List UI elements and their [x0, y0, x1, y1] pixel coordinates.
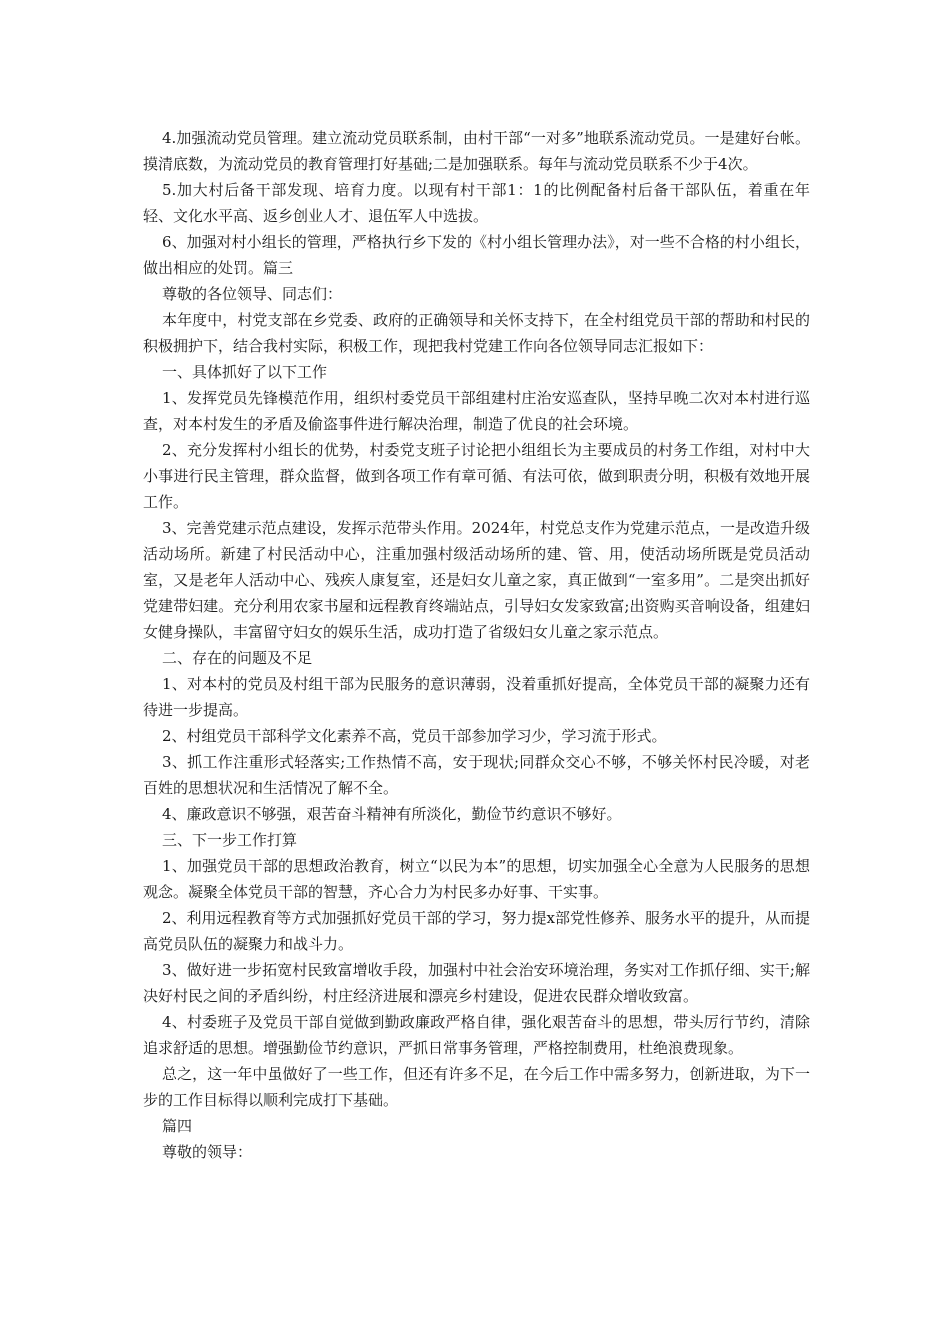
paragraph: 3、完善党建示范点建设，发挥示范带头作用。2024年，村党总支作为党建示范点，一是改造升级活动场所。新建了村民活动中心，注重加强村级活动场所的建、管、用，使活动场所既是党员活动室，又是老年人活动中心、残疾人康复室，还是妇女儿童之家，真正做到“一室多用”。二是突出抓好党建带妇建。充分利用农家书屋和远程教育终端站点，引导妇女发家致富;出资购买音响设备，组建妇女健身操队，丰富留守妇女的娱乐生活，成功打造了省级妇女儿童之家示范点。 — [143, 519, 810, 641]
paragraph: 4、村委班子及党员干部自觉做到勤政廉政严格自律，强化艰苦奋斗的思想，带头厉行节约，清除追求舒适的思想。增强勤俭节约意识，严抓日常事务管理，严格控制费用，杜绝浪费现象。 — [143, 1013, 810, 1057]
section-heading: 一、具体抓好了以下工作 — [162, 363, 328, 381]
paragraph: 1、对本村的党员及村组干部为民服务的意识薄弱，没着重抓好提高，全体党员干部的凝聚力还有待进一步提高。 — [143, 675, 810, 719]
paragraph: 4、廉政意识不够强，艰苦奋斗精神有所淡化，勤俭节约意识不够好。 — [162, 805, 622, 823]
salutation: 尊敬的领导： — [162, 1143, 253, 1161]
paragraph: 2、利用远程教育等方式加强抓好党员干部的学习，努力提x部党性修养、服务水平的提升，从而提高党员队伍的凝聚力和战斗力。 — [143, 909, 811, 953]
paragraph: 3、抓工作注重形式轻落实;工作热情不高，安于现状;同群众交心不够，不够关怀村民冷暖，对老百姓的思想状况和生活情况了解不全。 — [143, 753, 810, 797]
paragraph: 本年度中，村党支部在乡党委、政府的正确领导和关怀支持下，在全村组党员干部的帮助和村民的积极拥护下，结合我村实际，积极工作，现把我村党建工作向各位领导同志汇报如下： — [143, 311, 810, 355]
paragraph: 1、发挥党员先锋模范作用，组织村委党员干部组建村庄治安巡查队，坚持早晚二次对本村进行巡查，对本村发生的矛盾及偷盗事件进行解决治理，制造了优良的社会环境。 — [143, 389, 810, 433]
paragraph: 2、村组党员干部科学文化素养不高，党员干部参加学习少，学习流于形式。 — [162, 727, 667, 745]
section-heading: 三、下一步工作打算 — [162, 831, 298, 849]
section-heading: 篇四 — [162, 1117, 193, 1135]
section-heading: 二、存在的问题及不足 — [162, 649, 313, 667]
paragraph: 6、加强对村小组长的管理，严格执行乡下发的《村小组长管理办法》，对一些不合格的村小组长，做出相应的处罚。篇三 — [143, 233, 810, 277]
paragraph: 4.加强流动党员管理。建立流动党员联系制，由村干部“一对多”地联系流动党员。一是建好台帐。摸清底数，为流动党员的教育管理打好基础;二是加强联系。每年与流动党员联系不少于4次。 — [143, 129, 810, 173]
salutation: 尊敬的各位领导、同志们： — [162, 285, 343, 303]
paragraph: 3、做好进一步拓宽村民致富增收手段，加强村中社会治安环境治理，务实对工作抓仔细、实干;解决好村民之间的矛盾纠纷，村庄经济进展和漂亮乡村建设，促进农民群众增收致富。 — [143, 961, 810, 1005]
paragraph: 2、充分发挥村小组长的优势，村委党支班子讨论把小组组长为主要成员的村务工作组，对村中大小事进行民主管理，群众监督，做到各项工作有章可循、有法可依，做到职责分明，积极有效地开展工作。 — [143, 441, 810, 511]
paragraph: 5.加大村后备干部发现、培育力度。以现有村干部1：1的比例配备村后备干部队伍，着重在年轻、文化水平高、返乡创业人才、退伍军人中选拔。 — [143, 181, 810, 225]
document-body — [143, 125, 810, 1165]
paragraph: 1、加强党员干部的思想政治教育，树立“以民为本”的思想，切实加强全心全意为人民服务的思想观念。凝聚全体党员干部的智慧，齐心合力为村民多办好事、干实事。 — [143, 857, 810, 901]
paragraph: 总之，这一年中虽做好了一些工作，但还有许多不足，在今后工作中需多努力，创新进取，为下一步的工作目标得以顺利完成打下基础。 — [143, 1065, 810, 1109]
